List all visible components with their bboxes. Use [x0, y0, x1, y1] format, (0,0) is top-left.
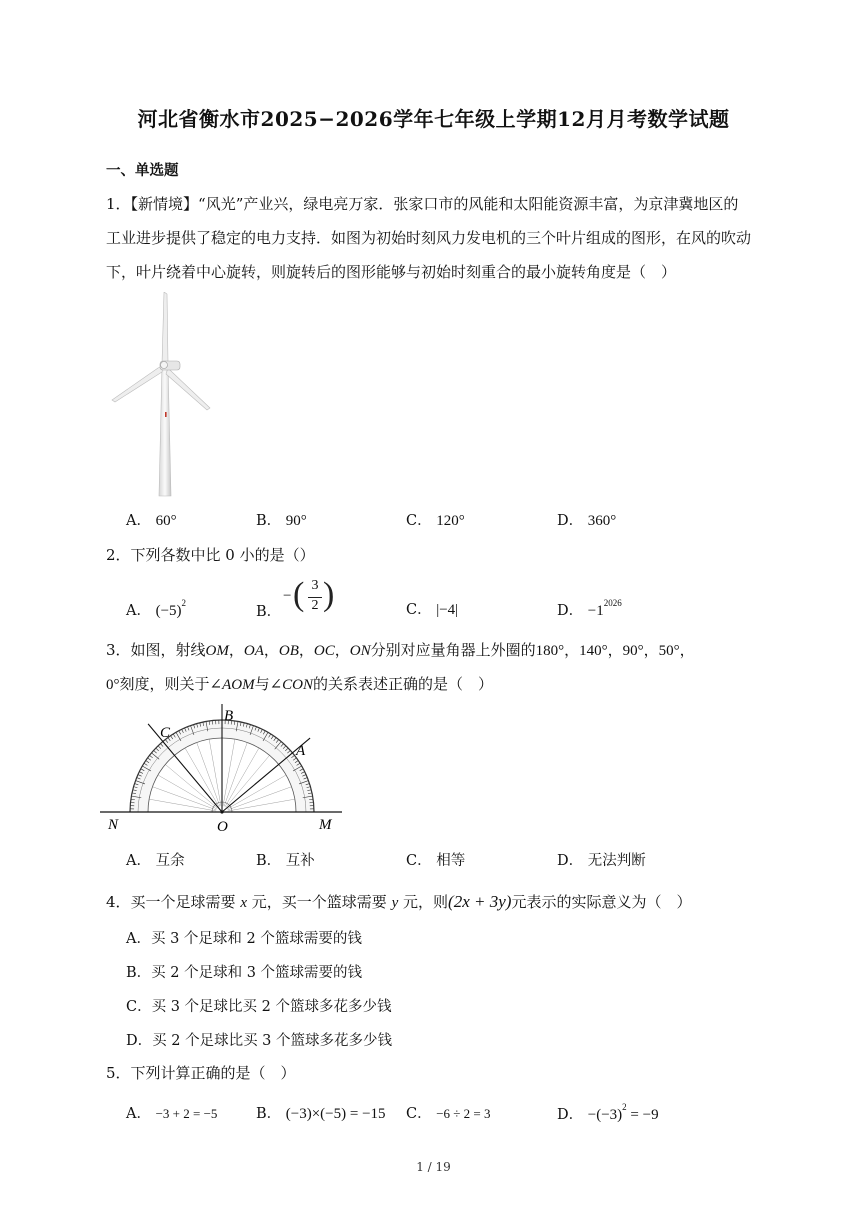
page-title: 河北省衡水市2025−2026学年七年级上学期12月月考数学试题 — [137, 107, 730, 131]
q3-option-d[interactable]: D． 无法判断 — [557, 853, 646, 869]
q2-stem: 2．下列各数中比 0 小的是（） — [106, 546, 315, 564]
q3-option-c[interactable]: C． 相等 — [406, 853, 466, 869]
q3-line-1: 3．如图，射线OM，OA，OB，OC，ON分别对应量角器上外圈的180°，140°，90°，50°， — [106, 641, 695, 659]
q1-line-1: 1．【新情境】“风光”产业兴，绿电亮万家．张家口市的风能和太阳能资源丰富，为京津冀地区的 — [106, 195, 739, 213]
q5-stem: 5．下列计算正确的是（ ） — [106, 1064, 296, 1082]
q4-option-c[interactable]: C．买 3 个足球比买 2 个篮球多花多少钱 — [126, 999, 392, 1015]
q2-option-c[interactable]: C． |−4| — [406, 602, 459, 618]
point-b-label: B — [224, 708, 234, 724]
q2-option-a[interactable]: A． $(-5)^2$ — [126, 598, 187, 619]
q1-line-2: 工业进步提供了稳定的电力支持．如图为初始时刻风力发电机的三个叶片组成的图形，在风的吹动 — [106, 229, 752, 247]
q3-line-2: 0°刻度，则关于∠AOM与∠CON的关系表述正确的是（ ） — [106, 675, 494, 693]
q4-option-d[interactable]: D．买 2 个足球比买 3 个篮球多花多少钱 — [126, 1033, 393, 1049]
q1-option-d[interactable]: D． 360° — [557, 513, 617, 529]
point-m-label: M — [319, 817, 332, 833]
wind-turbine-figure — [106, 292, 216, 498]
q5-option-c[interactable]: C． −6 ÷ 2 = 3 — [406, 1106, 491, 1122]
q4-option-b[interactable]: B．买 2 个足球和 3 个篮球需要的钱 — [126, 965, 363, 981]
q1-line-3: 下，叶片绕着中心旋转，则旋转后的图形能够与初始时刻重合的最小旋转角度是（ ） — [106, 263, 677, 281]
q3-option-a[interactable]: A． 互余 — [126, 853, 185, 869]
q1-option-b[interactable]: B． 90° — [256, 513, 307, 529]
q2-option-d[interactable]: D． $-1^{2026}$ — [557, 598, 622, 619]
q5-option-b[interactable]: B． (−3)×(−5) = −15 — [256, 1106, 386, 1122]
q1-option-c[interactable]: C． 120° — [406, 513, 465, 529]
q5-option-d[interactable]: D． $-(-3)^2 = -9$ — [557, 1102, 659, 1123]
point-c-label: C — [160, 725, 171, 741]
q5-option-a[interactable]: A． −3 + 2 = −5 — [126, 1106, 218, 1122]
q1-option-a[interactable]: A． 60° — [126, 513, 177, 529]
point-o-label: O — [217, 819, 228, 835]
page-number: 1 / 19 — [416, 1160, 451, 1174]
protractor-figure — [100, 700, 350, 835]
q4-stem: 4．买一个足球需要 x 元，买一个篮球需要 y 元，则(2x + 3y)元表示的实际意义为（ ） — [106, 892, 692, 911]
q3-option-b[interactable]: B． 互补 — [256, 853, 315, 869]
q4-option-a[interactable]: A．买 3 个足球和 2 个篮球需要的钱 — [126, 931, 362, 947]
section-heading: 一、单选题 — [106, 162, 179, 179]
point-n-label: N — [108, 817, 119, 833]
point-a-label: A — [296, 743, 306, 759]
